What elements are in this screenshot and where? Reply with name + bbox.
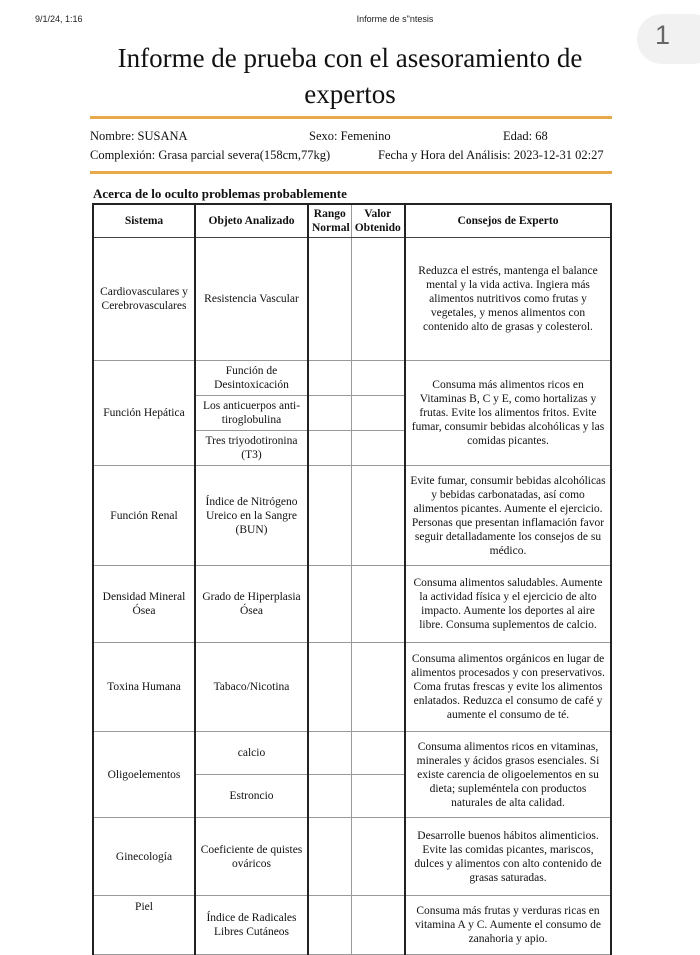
- table-row: [93, 238, 611, 361]
- value-cell: [351, 566, 405, 643]
- advice-cell: Consuma alimentos saludables. Aumente la actividad física y el ejercicio de alto impacto. Aumente los deportes al aire libre. Consuma suplementos de calcio.: [405, 566, 611, 643]
- range-cell: [308, 896, 351, 955]
- table-row: [93, 361, 611, 396]
- value-cell: [351, 775, 405, 818]
- range-cell: [308, 361, 351, 396]
- advice-cell: Evite fumar, consumir bebidas alcohólicas y bebidas carbonatadas, así como alimentos picantes. Aumente el ejercicio. Personas que presentan inflamación favor seguir detalladamente los consejos de su médico.: [405, 466, 611, 566]
- advice-cell: Consuma alimentos orgánicos en lugar de alimentos procesados y con preservativos. Coma frutas frescas y evite los alimentos enlatados. Reduzca el consumo de café y aumente el consumo de té.: [405, 643, 611, 732]
- system-cell: Oligoelementos: [93, 732, 195, 818]
- patient-build: Complexión: Grasa parcial severa(158cm,77kg): [90, 148, 331, 162]
- advice-cell: Consuma más alimentos ricos en Vitaminas B, C y E, como hortalizas y frutas. Evite los alimentos fritos. Evite fumar, consumir bebidas alcohólicas y las comidas picantes.: [405, 361, 611, 466]
- table-row: [93, 732, 611, 775]
- info-divider: [90, 171, 612, 174]
- column-header-normal-range: Rango Normal: [308, 204, 351, 238]
- value-cell: [351, 643, 405, 732]
- section-title: Acerca de lo oculto problemas probablemente: [93, 186, 347, 201]
- value-cell: [351, 732, 405, 775]
- report-title: Informe de prueba con el asesoramiento de expertos: [117, 43, 583, 109]
- system-cell: Piel: [93, 896, 195, 955]
- object-cell: Tabaco/Nicotina: [195, 643, 308, 732]
- patient-name: Nombre: SUSANA: [90, 129, 188, 143]
- column-header-system: Sistema: [93, 204, 195, 238]
- range-cell: [308, 466, 351, 566]
- object-cell: Función de Desintoxicación: [195, 361, 308, 396]
- value-cell: [351, 361, 405, 396]
- value-cell: [351, 238, 405, 361]
- system-cell: Función Renal: [93, 466, 195, 566]
- table-header-row: [93, 204, 611, 238]
- object-cell: Resistencia Vascular: [195, 238, 308, 361]
- advice-cell: Reduzca el estrés, mantenga el balance mental y la vida activa. Ingiera más alimentos nutritivos como frutas y vegetales, y menos alimentos con contenido alto de grasas y colesterol.: [405, 238, 611, 361]
- range-cell: [308, 643, 351, 732]
- value-cell: [351, 466, 405, 566]
- value-cell: [351, 396, 405, 431]
- system-cell: Toxina Humana: [93, 643, 195, 732]
- print-header-title: Informe de s"ntesis: [356, 14, 434, 24]
- system-cell: Función Hepática: [93, 361, 195, 466]
- page-number-badge: [637, 14, 700, 64]
- range-cell: [308, 818, 351, 896]
- object-cell: calcio: [195, 732, 308, 775]
- patient-age: Edad: 68: [503, 129, 548, 143]
- value-cell: [351, 896, 405, 955]
- range-cell: [308, 238, 351, 361]
- system-cell: Ginecología: [93, 818, 195, 896]
- table-row: [93, 818, 611, 896]
- table-row: [93, 896, 611, 955]
- patient-sex: Sexo: Femenino: [309, 129, 391, 143]
- table-row: [93, 566, 611, 643]
- object-cell: Tres triyodotironina (T3): [195, 431, 308, 466]
- print-date: 9/1/24, 1:16: [35, 14, 83, 24]
- system-cell: Cardiovasculares y Cerebrovasculares: [93, 238, 195, 361]
- value-cell: [351, 818, 405, 896]
- header-divider: [90, 116, 612, 119]
- page-number: 1: [655, 20, 671, 50]
- system-cell: Densidad Mineral Ósea: [93, 566, 195, 643]
- object-cell: Estroncio: [195, 775, 308, 818]
- results-table: [92, 203, 612, 955]
- object-cell: Grado de Hiperplasia Ósea: [195, 566, 308, 643]
- table-row: [93, 643, 611, 732]
- object-cell: Índice de Radicales Libres Cutáneos: [195, 896, 308, 955]
- advice-cell: Consuma alimentos ricos en vitaminas, minerales y ácidos grasos esenciales. Si existe carencia de oligoelementos en su dieta; supleméntela con productos naturales de alta calidad.: [405, 732, 611, 818]
- advice-cell: Consuma más frutas y verduras ricas en vitamina A y C. Aumente el consumo de zanahoria y apio.: [405, 896, 611, 955]
- value-cell: [351, 431, 405, 466]
- advice-cell: Desarrolle buenos hábitos alimenticios. Evite las comidas picantes, mariscos, dulces y alimentos con alto contenido de grasas saturadas.: [405, 818, 611, 896]
- range-cell: [308, 732, 351, 775]
- column-header-object: Objeto Analizado: [195, 204, 308, 238]
- object-cell: Los anticuerpos anti-tiroglobulina: [195, 396, 308, 431]
- range-cell: [308, 775, 351, 818]
- object-cell: Coeficiente de quistes ováricos: [195, 818, 308, 896]
- analysis-datetime: Fecha y Hora del Análisis: 2023-12-31 02:27: [378, 148, 604, 162]
- range-cell: [308, 396, 351, 431]
- column-header-obtained-value: Valor Obtenido: [351, 204, 405, 238]
- object-cell: Índice de Nitrógeno Ureico en la Sangre (BUN): [195, 466, 308, 566]
- range-cell: [308, 431, 351, 466]
- column-header-expert-advice: Consejos de Experto: [405, 204, 611, 238]
- table-row: [93, 466, 611, 566]
- range-cell: [308, 566, 351, 643]
